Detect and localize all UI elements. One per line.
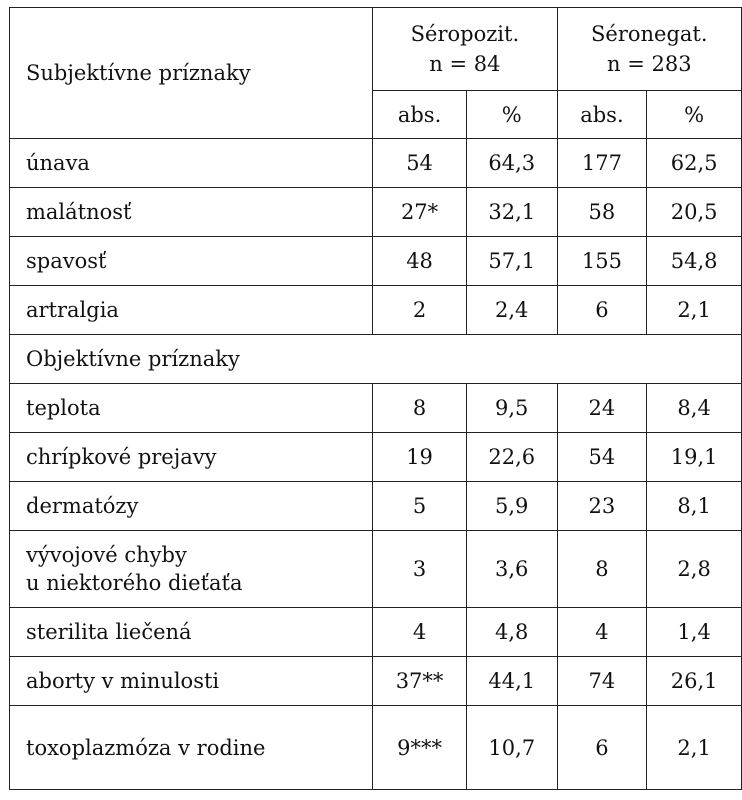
- table-row: [10, 188, 742, 237]
- cell-pos-pct: 32,1: [466, 188, 557, 237]
- cell-pos-pct: 9,5: [466, 384, 557, 433]
- row-label: spavosť: [10, 237, 373, 286]
- row-label: únava: [10, 139, 373, 188]
- cell-pos-abs: 54: [373, 139, 467, 188]
- cell-neg-pct: 2,8: [647, 531, 742, 608]
- cell-neg-abs: 58: [557, 188, 647, 237]
- cell-pos-abs: 5: [373, 482, 467, 531]
- table-row: [10, 657, 742, 706]
- cell-neg-pct: 1,4: [647, 608, 742, 657]
- table-row: [10, 608, 742, 657]
- cell-neg-abs: 23: [557, 482, 647, 531]
- header-seropositive: [373, 8, 557, 91]
- header-seropositive-count: n = 84: [429, 52, 501, 76]
- row-label-line1: vývojové chyby: [26, 543, 187, 567]
- cell-neg-pct: 19,1: [647, 433, 742, 482]
- row-label-line2: u niektorého dieťaťa: [26, 571, 243, 595]
- cell-neg-abs: 6: [557, 286, 647, 335]
- cell-pos-abs: 4: [373, 608, 467, 657]
- row-label: chrípkové prejavy: [10, 433, 373, 482]
- cell-pos-pct: 5,9: [466, 482, 557, 531]
- row-label: aborty v minulosti: [10, 657, 373, 706]
- header-seronegative: [557, 8, 741, 91]
- table-row: [10, 531, 742, 608]
- row-label: [10, 531, 373, 608]
- header-seronegative-count: n = 283: [607, 52, 692, 76]
- cell-pos-pct: 2,4: [466, 286, 557, 335]
- section-row-objective: [10, 335, 742, 384]
- row-label: toxoplazmóza v rodine: [10, 706, 373, 790]
- cell-pos-abs: 9***: [373, 706, 467, 790]
- cell-pos-abs: 37**: [373, 657, 467, 706]
- cell-neg-pct: 8,1: [647, 482, 742, 531]
- header-subjective-label: Subjektívne príznaky: [10, 8, 373, 139]
- row-label: dermatózy: [10, 482, 373, 531]
- table-row: [10, 384, 742, 433]
- cell-neg-pct: 26,1: [647, 657, 742, 706]
- header-pos-pct: %: [466, 91, 557, 139]
- table-row: [10, 433, 742, 482]
- cell-pos-pct: 10,7: [466, 706, 557, 790]
- cell-pos-pct: 44,1: [466, 657, 557, 706]
- cell-pos-abs: 48: [373, 237, 467, 286]
- table-row: [10, 286, 742, 335]
- cell-neg-pct: 62,5: [647, 139, 742, 188]
- cell-pos-abs: 8: [373, 384, 467, 433]
- cell-neg-abs: 74: [557, 657, 647, 706]
- cell-pos-abs: 3: [373, 531, 467, 608]
- cell-neg-pct: 54,8: [647, 237, 742, 286]
- cell-neg-abs: 4: [557, 608, 647, 657]
- cell-pos-abs: 19: [373, 433, 467, 482]
- row-label: teplota: [10, 384, 373, 433]
- cell-pos-abs: 27*: [373, 188, 467, 237]
- header-neg-pct: %: [647, 91, 742, 139]
- cell-pos-abs: 2: [373, 286, 467, 335]
- header-pos-abs: abs.: [373, 91, 467, 139]
- row-label: sterilita liečená: [10, 608, 373, 657]
- cell-neg-abs: 8: [557, 531, 647, 608]
- table-row: [10, 139, 742, 188]
- cell-neg-pct: 2,1: [647, 706, 742, 790]
- cell-neg-pct: 20,5: [647, 188, 742, 237]
- cell-pos-pct: 57,1: [466, 237, 557, 286]
- section-title-objective: Objektívne príznaky: [10, 335, 742, 384]
- cell-neg-abs: 6: [557, 706, 647, 790]
- header-seronegative-title: Séronegat.: [591, 22, 708, 46]
- row-label: artralgia: [10, 286, 373, 335]
- cell-neg-abs: 155: [557, 237, 647, 286]
- cell-pos-pct: 64,3: [466, 139, 557, 188]
- table-row: [10, 237, 742, 286]
- cell-pos-pct: 3,6: [466, 531, 557, 608]
- table-row: [10, 706, 742, 790]
- symptoms-table-container: [9, 7, 742, 790]
- header-neg-abs: abs.: [557, 91, 647, 139]
- header-seropositive-title: Séropozit.: [410, 22, 520, 46]
- table-row: [10, 482, 742, 531]
- cell-pos-pct: 22,6: [466, 433, 557, 482]
- cell-neg-abs: 177: [557, 139, 647, 188]
- cell-pos-pct: 4,8: [466, 608, 557, 657]
- symptoms-table: [9, 7, 742, 790]
- header-row-groups: [10, 8, 742, 91]
- cell-neg-abs: 24: [557, 384, 647, 433]
- row-label: malátnosť: [10, 188, 373, 237]
- cell-neg-abs: 54: [557, 433, 647, 482]
- cell-neg-pct: 2,1: [647, 286, 742, 335]
- cell-neg-pct: 8,4: [647, 384, 742, 433]
